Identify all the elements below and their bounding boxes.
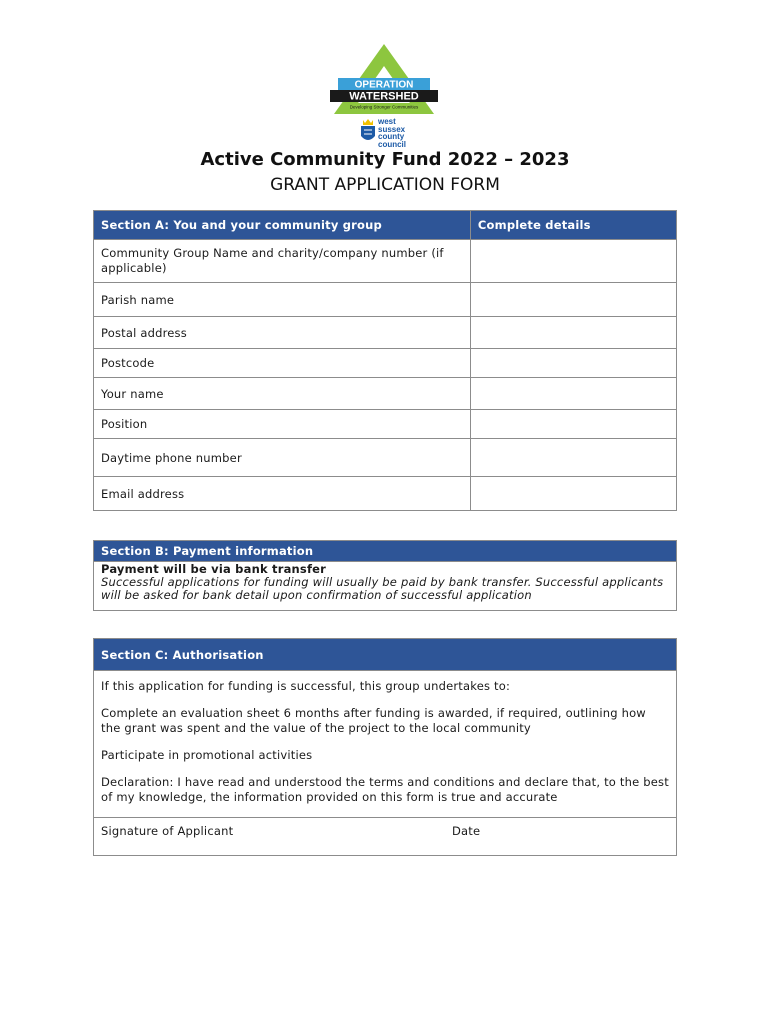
section-a-header: Section A: You and your community group: [94, 211, 471, 240]
position-field[interactable]: [470, 410, 676, 439]
promotional-undertaking: Participate in promotional activities: [101, 748, 313, 762]
authorisation-text: [94, 671, 677, 818]
email-address-field[interactable]: [470, 477, 676, 511]
community-group-name-field[interactable]: [470, 240, 676, 283]
evaluation-undertaking: Complete an evaluation sheet 6 months after funding is awarded, if required, outlining how the grant was spent and the value of the project to the local community: [101, 706, 646, 735]
community-group-name-label: Community Group Name and charity/company number (if applicable): [94, 240, 471, 283]
council-line: county: [378, 132, 405, 141]
council-line: council: [378, 139, 407, 149]
undertaking-intro: If this application for funding is successful, this group undertakes to:: [101, 679, 511, 693]
council-line: west: [378, 117, 396, 126]
section-b-table: [93, 540, 677, 611]
logo-tagline: Developing Stronger Communities: [349, 104, 419, 110]
parish-name-field[interactable]: [470, 283, 676, 317]
signature-date-row[interactable]: [94, 818, 677, 856]
council-line: sussex: [378, 124, 406, 134]
section-b-header: Section B: Payment information: [94, 541, 677, 562]
postal-address-label: Postal address: [94, 317, 471, 349]
page-title: Active Community Fund 2022 – 2023: [200, 149, 570, 170]
payment-text: Successful applications for funding will usually be paid by bank transfer. Successful applicants will be asked for bank detail upon confirmation of successful application: [101, 575, 664, 602]
complete-details-header: Complete details: [470, 211, 676, 240]
postal-address-field[interactable]: [470, 317, 676, 349]
section-a-table: [93, 210, 677, 511]
council-name: [378, 118, 406, 148]
daytime-phone-field[interactable]: [470, 439, 676, 477]
declaration-text: Declaration: I have read and understood the terms and conditions and declare that, to the best of my knowledge, the information provided on this form is true and accurate: [101, 775, 669, 804]
daytime-phone-label: Daytime phone number: [94, 439, 471, 477]
date-label: Date: [452, 824, 481, 838]
parish-name-label: Parish name: [94, 283, 471, 317]
section-c-header: Section C: Authorisation: [94, 639, 677, 671]
signature-label: Signature of Applicant: [101, 824, 234, 838]
logo-watershed-text: WATERSHED: [349, 90, 419, 103]
email-address-label: Email address: [94, 477, 471, 511]
payment-title: Payment will be via bank transfer: [101, 562, 327, 576]
payment-info-cell: [94, 562, 677, 611]
your-name-field[interactable]: [470, 378, 676, 410]
postcode-label: Postcode: [94, 349, 471, 378]
position-label: Position: [94, 410, 471, 439]
your-name-label: Your name: [94, 378, 471, 410]
logo-operation-text: OPERATION: [354, 79, 414, 91]
postcode-field[interactable]: [470, 349, 676, 378]
section-c-table: [93, 638, 677, 856]
page-subtitle: GRANT APPLICATION FORM: [270, 175, 500, 195]
